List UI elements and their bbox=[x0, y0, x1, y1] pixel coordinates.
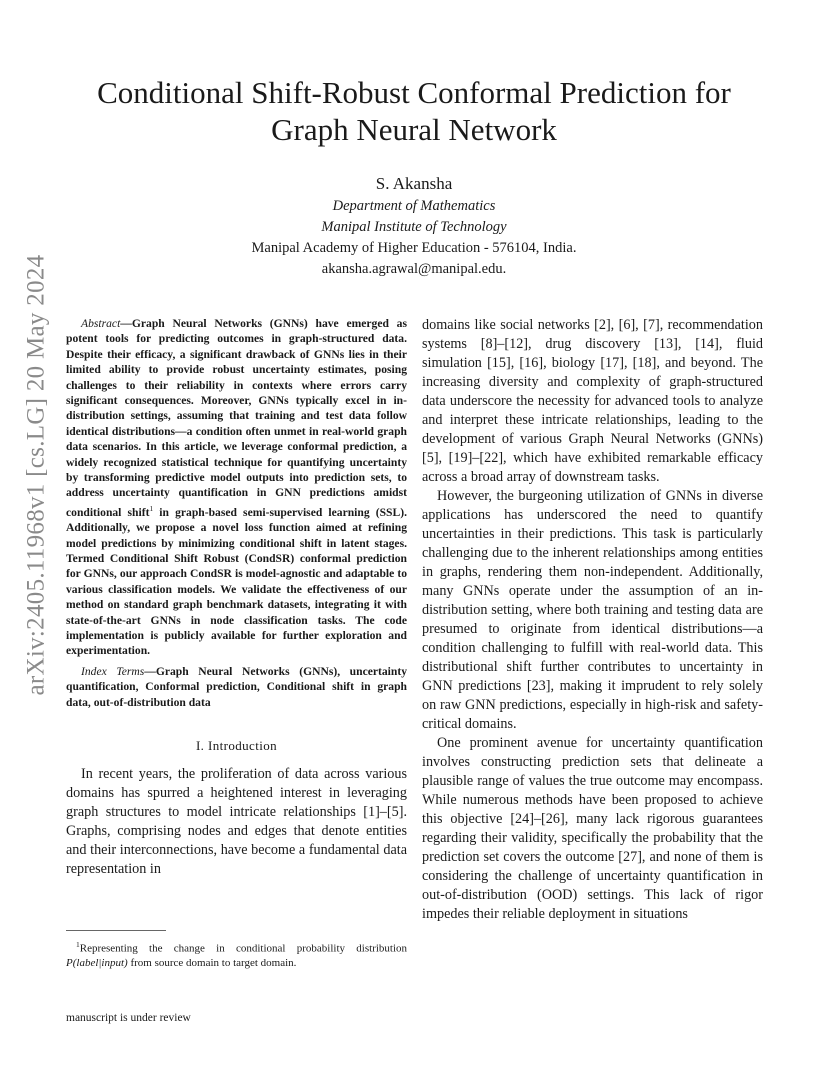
intro-paragraph-4: One prominent avenue for uncertainty quantification involves constructing prediction sets that delineate a plausible range of values the true outcome may encompass. While numerous methods have been proposed to achieve this objective [24]–[26], many lack rigorous guarantees regarding their validity, specifically the probability that the prediction set covers the outcome [27], and none of them is considering the challenge of uncertainty quantification in out-of-distribution (OOD) settings. This lack of rigor impedes their reliable deployment in situations bbox=[422, 735, 763, 922]
author-block bbox=[50, 172, 778, 280]
arxiv-stamp-text: arXiv:2405.11968v1 [cs.LG] 20 May 2024 bbox=[22, 254, 49, 696]
abstract-text-2: in graph-based semi-supervised learning (SSL). Additionally, we propose a novel loss function aimed at refining model predictions by minimizing conditional shift in latent stages. Termed Conditional Shift Robust (CondSR) conformal prediction for GNNs, our approach CondSR is model-agnostic and adaptable to various classification models. We validate the effectiveness of our method on standard graph benchmark datasets, integrating it with state-of-the-art GNNs in node classification tasks. The code implementation is publicly available for further exploration and experimentation. bbox=[66, 505, 407, 658]
left-column bbox=[66, 316, 407, 879]
author-name: S. Akansha bbox=[375, 174, 453, 193]
author-institute: Manipal Institute of Technology bbox=[321, 219, 507, 235]
footnote-text-2: from source domain to target domain. bbox=[127, 957, 297, 970]
footnote-rule bbox=[66, 930, 166, 931]
intro-paragraph-1: In recent years, the proliferation of data across various domains has spurred a heightened interest in leveraging graph structures to model intricate relationships [1]–[5]. Graphs, comprising nodes and edges that denote entities and their interconnections, have become a fundamental data representation in bbox=[66, 766, 407, 878]
footnote bbox=[66, 938, 407, 971]
right-column bbox=[422, 316, 763, 924]
intro-paragraph-3: However, the burgeoning utilization of GNNs in diverse applications has underscored the need to quantify uncertainties in their predictions. This task is particularly challenging due to the inherent relationships among entities in graphs, rendering them non-independent. Additionally, many GNNs operate under the assumption of an in-distribution setting, where both training and testing data are presumed to originate from identical distributions—a condition challenging to fulfill with real-world data. This distributional shift further contributes to uncertainty in GNN predictions [23], making it imprudent to rely solely on raw GNN predictions, especially in high-risk and safety-critical domains. bbox=[422, 488, 763, 732]
paper-title bbox=[50, 74, 778, 148]
intro-paragraph-2: domains like social networks [2], [6], [7], recommendation systems [8]–[12], drug discovery [13], [14], fluid simulation [15], [16], biology [17], [18], and beyond. The increasing diversity and complexity of graph-structured data underscore the necessity for advanced tools to analyze and interpret these intricate relationships, leading to the development of various Graph Neural Networks (GNNs) [5], [19]–[22], which have exhibited remarkable efficacy across a broad array of downstream tasks. bbox=[422, 317, 763, 485]
footnote-math: P(label|input) bbox=[66, 957, 128, 970]
index-terms-text: —Graph Neural Networks (GNNs), uncertainty quantification, Conformal prediction, Conditional shift in graph data, out-of-distribution data bbox=[66, 664, 407, 709]
index-terms bbox=[66, 664, 407, 710]
title-line-2: Graph Neural Network bbox=[271, 112, 557, 147]
author-email: akansha.agrawal@manipal.edu. bbox=[321, 261, 507, 277]
footnote-mark: 1 bbox=[76, 940, 80, 949]
abstract-text-1: —Graph Neural Networks (GNNs) have emerged as potent tools for predicting outcomes in graph-structured data. Despite their efficacy, a significant drawback of GNNs lies in their limited ability to provide robust uncertainty estimates, posing challenges to their reliability in contexts where errors carry significant consequences. Moreover, GNNs typically excel in in-distribution settings, assuming that training and test data follow identical distributions—a condition often unmet in real-world graph data scenarios. In this article, we leverage conformal prediction, a widely recognized statistical technique for quantifying uncertainty by transforming predictive model outputs into prediction sets, to address uncertainty quantification in GNN predictions amidst conditional shift bbox=[66, 317, 407, 519]
footnote-text-1: Representing the change in conditional probability distribution bbox=[79, 942, 407, 955]
section-heading-introduction: I. Introduction bbox=[195, 738, 278, 754]
abstract-lead: Abstract bbox=[81, 317, 121, 330]
title-line-1: Conditional Shift-Robust Conformal Prediction for bbox=[97, 75, 731, 110]
footer-note: manuscript is under review bbox=[66, 1012, 191, 1024]
abstract bbox=[66, 316, 407, 659]
abstract-footnote-mark: 1 bbox=[149, 503, 154, 513]
index-terms-lead: Index Terms bbox=[81, 664, 145, 678]
author-department: Department of Mathematics bbox=[332, 198, 496, 214]
author-academy: Manipal Academy of Higher Education - 576104, India. bbox=[251, 240, 577, 256]
arxiv-stamp bbox=[8, 254, 64, 696]
